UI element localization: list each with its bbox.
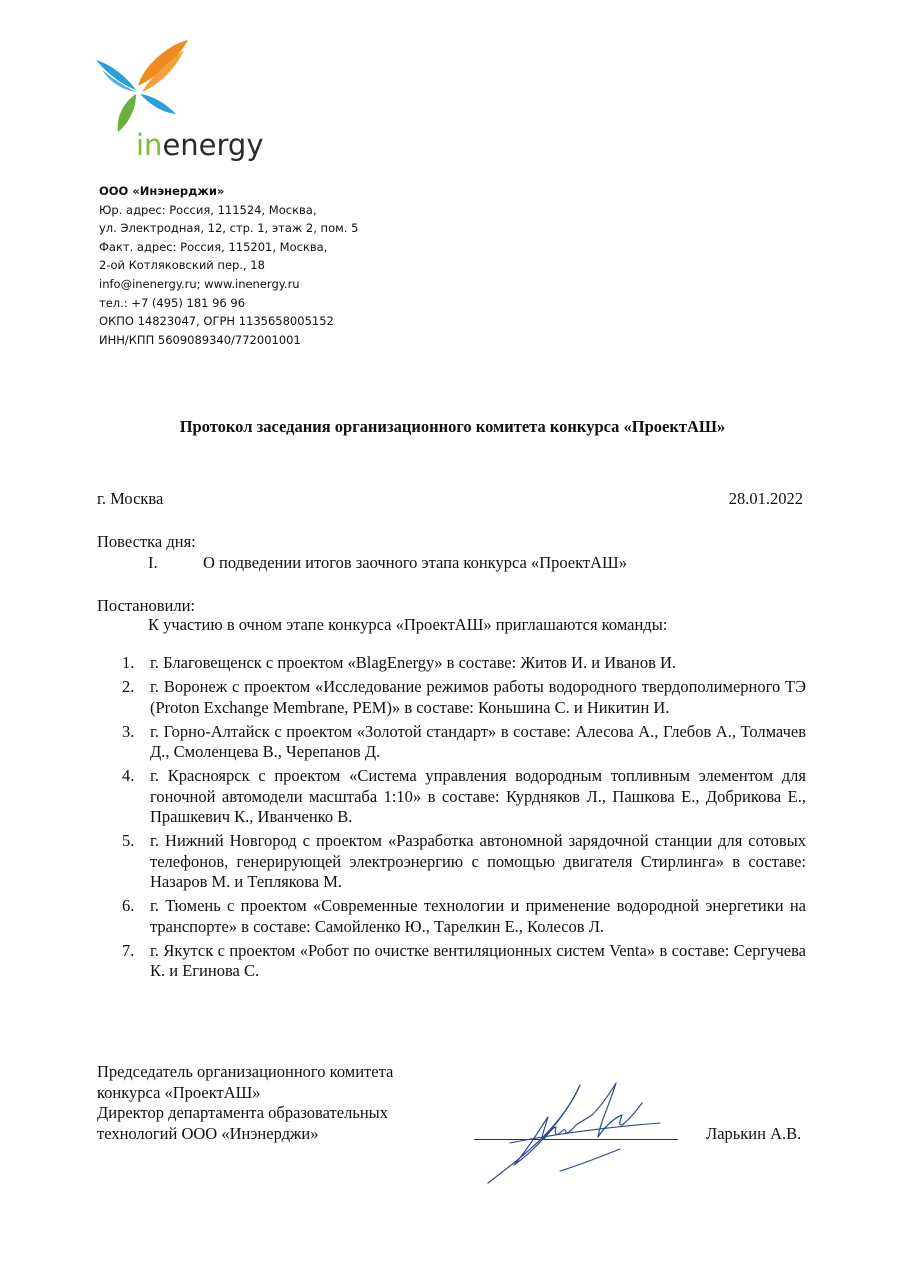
signatory-role-line: Директор департамента образовательных (97, 1103, 388, 1122)
list-item (116, 941, 806, 982)
logo-wordmark: inenergy (136, 128, 264, 162)
list-item (116, 722, 806, 763)
company-line: ОКПО 14823047, ОГРН 1135658005152 (99, 314, 334, 329)
signatory-role (97, 1062, 393, 1144)
company-line: Факт. адрес: Россия, 115201, Москва, (99, 239, 328, 254)
list-item-number: 2. (122, 677, 135, 696)
company-line: ул. Электродная, 12, стр. 1, этаж 2, пом. 5 (99, 221, 359, 236)
list-item-number: 5. (122, 831, 135, 850)
signatory-role-line: Председатель организационного комитета (97, 1062, 394, 1081)
list-item (116, 766, 806, 828)
handwritten-signature (470, 1075, 670, 1187)
document-date: 28.01.2022 (728, 489, 803, 508)
list-item-number: 4. (122, 766, 135, 785)
list-item-number: 3. (122, 721, 135, 741)
resolved-text: К участию в очном этапе конкурса «ПроектАШ» приглашаются команды: (148, 615, 668, 634)
signatory-role-line: конкурса «ПроектАШ» (97, 1082, 261, 1102)
company-line: тел.: +7 (495) 181 96 96 (99, 295, 246, 310)
signatory-role-line: технологий ООО «Инэнерджи» (97, 1123, 319, 1143)
company-details (99, 182, 358, 349)
list-item-number: 6. (122, 896, 135, 915)
document-title: Протокол заседания организационного комитета конкурса «ПроектАШ» (179, 417, 726, 436)
list-item-number: 7. (122, 940, 135, 960)
company-name: ООО «Инэнерджи» (99, 184, 225, 198)
company-line: ИНН/КПП 5609089340/772001001 (99, 332, 301, 347)
company-line: Юр. адрес: Россия, 111524, Москва, (99, 202, 317, 217)
list-item (116, 831, 806, 893)
list-item (116, 896, 806, 937)
company-line: info@inenergy.ru; www.inenergy.ru (99, 276, 300, 291)
list-item-text: г. Горно-Алтайск с проектом «Золотой стандарт» в составе: Алесова А., Глебов А., Толмачев Д., Смоленцева В., Черепанов Д. (150, 721, 806, 761)
list-item-text: г. Якутск с проектом «Робот по очистке вентиляционных систем Venta» в составе: Сергучева К. и Егинова С. (150, 940, 806, 980)
resolved-label: Постановили: (97, 596, 195, 615)
list-item-text: г. Воронеж с проектом «Исследование режимов работы водородного твердополимерного ТЭ (Proton Exchange Membrane, PEM)» в составе: Коньшина С. и Никитин И. (150, 677, 806, 717)
company-line: 2-ой Котляковский пер., 18 (99, 258, 265, 273)
agenda-item-text: О подведении итогов заочного этапа конкурса «ПроектАШ» (203, 553, 627, 572)
list-item (116, 677, 806, 718)
list-item-text: г. Тюмень с проектом «Современные технологии и применение водородной энергетики на транспорте» в составе: Самойленко Ю., Тарелкин Е., Колесов Л. (150, 896, 806, 936)
teams-list (116, 653, 806, 985)
butterfly-logo-icon (92, 38, 204, 138)
document-city: г. Москва (97, 489, 164, 508)
signatory-name: Ларькин А.В. (706, 1124, 802, 1143)
list-item (116, 653, 806, 674)
agenda-item-number: I. (148, 553, 158, 572)
list-item-text: г. Благовещенск с проектом «BlagEnergy» в составе: Житов И. и Иванов И. (150, 653, 677, 672)
agenda-label: Повестка дня: (97, 532, 196, 551)
list-item-number: 1. (122, 653, 135, 672)
list-item-text: г. Нижний Новгород с проектом «Разработка автономной зарядочной станции для сотовых телефонов, генерирующей электроэнергию с помощью двигателя Стирлинга» в составе: Назаров М. и Теплякова М. (150, 831, 806, 891)
list-item-text: г. Красноярск с проектом «Система управления водородным топливным элементом для гоночной автомодели масштаба 1:10» в составе: Курдняков Л., Пашкова Е., Добрикова Е., Прашкевич К., Иванченко В. (150, 766, 806, 826)
